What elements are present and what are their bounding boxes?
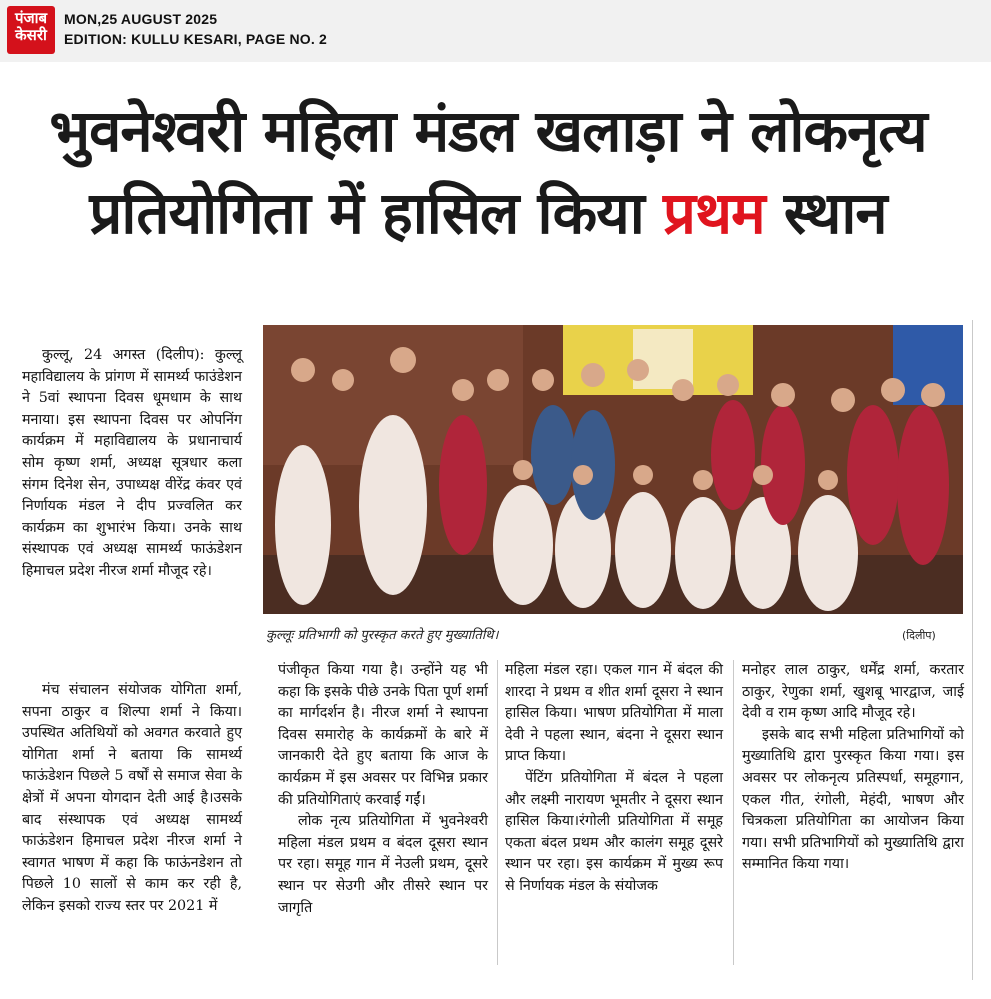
headline-line-2 <box>18 172 958 254</box>
article-paragraph: इसके बाद सभी महिला प्रतिभागियों को मुख्यातिथि द्वारा पुरस्कृत किया गया। इस अवसर पर लोकनृत्य प्रतिस्पर्धा, समूहगान, एकल गीत, रंगोली, मेहंदी, भाषण और चित्रकला प्रतियोगिता का आयोजन किया गया। सभी प्रतिभागियों को मुख्यातिथि द्वारा सम्मानित किया गया। <box>742 726 964 873</box>
column-divider <box>733 660 734 965</box>
photo-caption: कुल्लूः प्रतिभागी को पुरस्कृत करते हुए मुख्यातिथि। <box>266 628 499 643</box>
edition-date: MON,25 AUGUST 2025 <box>64 11 218 27</box>
article-paragraph: पंजीकृत किया गया है। उन्होंने यह भी कहा कि इसके पीछे उनके पिता पूर्ण शर्मा का मार्गदर्शन है। नीरज शर्मा ने स्थापना दिवस समारोह के कार्यक्रमों के बारे में जानकारी देते हुए बताया कि आज के कार्यक्रम में इस अवसर पर विभिन्न प्रकार की प्रतियोगिताएं करवाई गईं। <box>278 662 488 808</box>
edition-name: EDITION: KULLU KESARI, PAGE NO. 2 <box>64 31 328 47</box>
headline-line-2-start: प्रतियोगिता में हासिल किया <box>89 179 663 247</box>
column-divider <box>497 660 498 965</box>
article-paragraph: मनोहर लाल ठाकुर, धर्मेंद्र शर्मा, करतार ठाकुर, रेणुका शर्मा, खुशबू भारद्वाज, जाई देवी व राम कृष्ण आदि मौजूद रहे। <box>742 662 964 722</box>
news-photo <box>263 325 963 614</box>
masthead-bar <box>0 0 991 62</box>
edition-info <box>64 9 327 49</box>
article-paragraph: कुल्लू, 24 अगस्त (दिलीप): कुल्लू महाविद्यालय के प्रांगण में सामर्थ्य फाउंडेशन ने 5वां स्थापना दिवस धूमधाम के साथ मनाया। इस स्थापना दिवस पर ओपनिंग कार्यक्रम में महाविद्यालय के प्रधानाचार्य सोम कृष्ण शर्मा, अध्यक्ष सूत्रधार कला संगम दिनेश सेन, उपाध्यक्ष वीरेंद्र कंवर एवं निर्णायक मंडल ने दीप प्रज्वलित कर कार्यक्रम का शुभारंभ किया। उनके साथ संस्थापक एवं अध्यक्ष सामर्थ्य फाऊंडेशन हिमाचल प्रदेश नीरज शर्मा मौजूद रहे। <box>22 347 242 579</box>
article-paragraph: लोक नृत्य प्रतियोगिता में भुवनेश्वरी महिला मंडल प्रथम व बंदल दूसरा स्थान पर रहा। समूह गान में नेउली प्रथम, दूसरे स्थान पर सेउगी और तीसरे स्थान पर जागृति <box>278 813 488 916</box>
article-column-1-continued <box>22 680 242 918</box>
article-column-1 <box>22 345 242 583</box>
logo-line-2: केसरी <box>15 26 47 44</box>
article-column-4 <box>742 660 964 876</box>
article-paragraph: पेंटिंग प्रतियोगिता में बंदल ने पहला और लक्ष्मी नारायण भूमतीर ने दूसरा स्थान हासिल किया।रंगोली प्रतियोगिता में समूह एकता बंदल प्रथम और कालंग समूह दूसरे स्थान पर रहा। इस कार्यक्रम में मुख्य रूप से निर्णायक मंडल के संयोजक <box>505 769 723 894</box>
headline-accent-word: प्रथम <box>662 179 765 247</box>
article-column-3 <box>505 660 723 898</box>
page-edge-divider <box>972 320 973 980</box>
photo-credit: (दिलीप) <box>902 629 936 642</box>
logo-line-1: पंजाब <box>14 9 48 27</box>
headline <box>18 90 958 254</box>
headline-line-2-end: स्थान <box>764 179 887 247</box>
article-paragraph: महिला मंडल रहा। एकल गान में बंदल की शारदा ने प्रथम व शीत शर्मा दूसरा ने स्थान हासिल किया। भाषण प्रतियोगिता में माला देवी ने पहला स्थान, बंदना ने दूसरा स्थान प्राप्त किया। <box>505 662 723 765</box>
article-column-2 <box>278 660 488 919</box>
group-photo-illustration <box>263 325 963 614</box>
headline-line-1: भुवनेश्वरी महिला मंडल खलाड़ा ने लोकनृत्य <box>49 97 927 165</box>
article-paragraph: मंच संचालन संयोजक योगिता शर्मा, सपना ठाकुर व शिल्पा शर्मा ने किया। उपस्थित अतिथियों को अवगत करवाते हुए योगिता शर्मा ने बताया कि सामर्थ्य फाऊंडेशन पिछले 5 वर्षों से समाज सेवा के क्षेत्रों में अपना योगदान देती आई है।उसके बाद संस्थापक एवं अध्यक्ष सामर्थ्य फाऊंडेशन हिमाचल प्रदेश नीरज शर्मा ने स्वागत भाषण में कहा कि फाऊंनडेशन तो पिछले 10 सालों से काम कर रही है, लेकिन इसको राज्य स्तर पर 2021 में <box>22 682 242 914</box>
punjab-kesari-logo <box>7 6 55 54</box>
